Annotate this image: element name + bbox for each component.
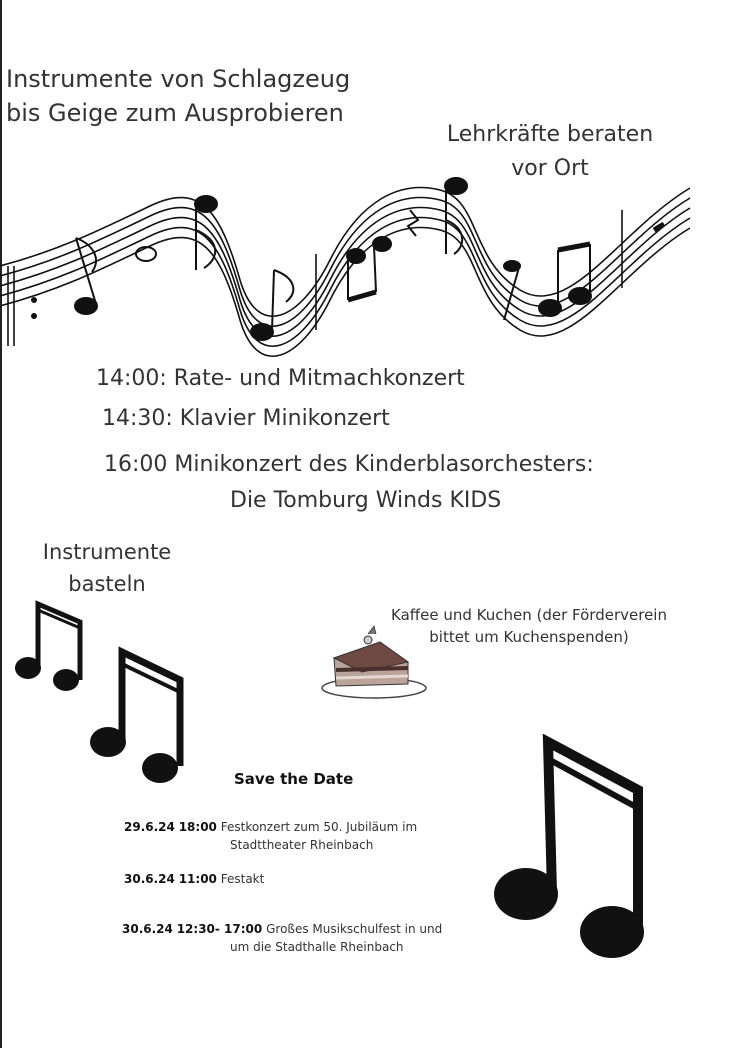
teachers-line-2: vor Ort xyxy=(511,156,589,181)
teachers-line-1: Lehrkräfte beraten xyxy=(446,122,654,147)
event-time: 11:00 xyxy=(178,872,217,886)
event-description: Festakt xyxy=(220,872,265,886)
intro-line-2: bis Geige zum Ausprobieren xyxy=(6,99,344,127)
event-row xyxy=(124,818,417,854)
event-description-continued: Stadttheater Rheinbach xyxy=(230,838,374,852)
intro-text xyxy=(6,62,350,130)
schedule-item: Die Tomburg Winds KIDS xyxy=(230,488,502,513)
music-staff-icon xyxy=(0,170,740,370)
eighth-note-icon xyxy=(8,596,84,696)
beamed-notes-icon xyxy=(88,646,192,786)
craft-line-2: basteln xyxy=(68,572,146,596)
schedule-item: 14:00: Rate- und Mitmachkonzert xyxy=(96,366,465,391)
event-time: 18:00 xyxy=(178,820,217,834)
event-time: 12:30- 17:00 xyxy=(176,922,263,936)
intro-line-1: Instrumente von Schlagzeug xyxy=(6,65,351,93)
event-date: 30.6.24 xyxy=(124,872,175,886)
schedule-item: 16:00 Minikonzert des Kinderblasorchesters: xyxy=(104,452,594,477)
craft-text xyxy=(22,536,192,600)
event-date: 29.6.24 xyxy=(124,820,175,834)
event-description-continued: um die Stadthalle Rheinbach xyxy=(230,940,404,954)
event-date: 30.6.24 xyxy=(122,922,173,936)
save-the-date-title: Save the Date xyxy=(234,770,354,788)
beamed-notes-icon xyxy=(490,734,650,966)
event-row xyxy=(124,870,264,888)
event-description: Festkonzert zum 50. Jubiläum im xyxy=(220,820,418,834)
cake-icon xyxy=(318,620,428,704)
page-border xyxy=(0,0,2,1048)
coffee-line-2: bittet um Kuchenspenden) xyxy=(429,628,629,646)
schedule-item: 14:30: Klavier Minikonzert xyxy=(102,406,390,431)
event-row xyxy=(122,920,442,956)
event-description: Großes Musikschulfest in und xyxy=(266,922,443,936)
craft-line-1: Instrumente xyxy=(42,540,172,564)
coffee-line-1: Kaffee und Kuchen (der Förderverein xyxy=(391,606,667,624)
